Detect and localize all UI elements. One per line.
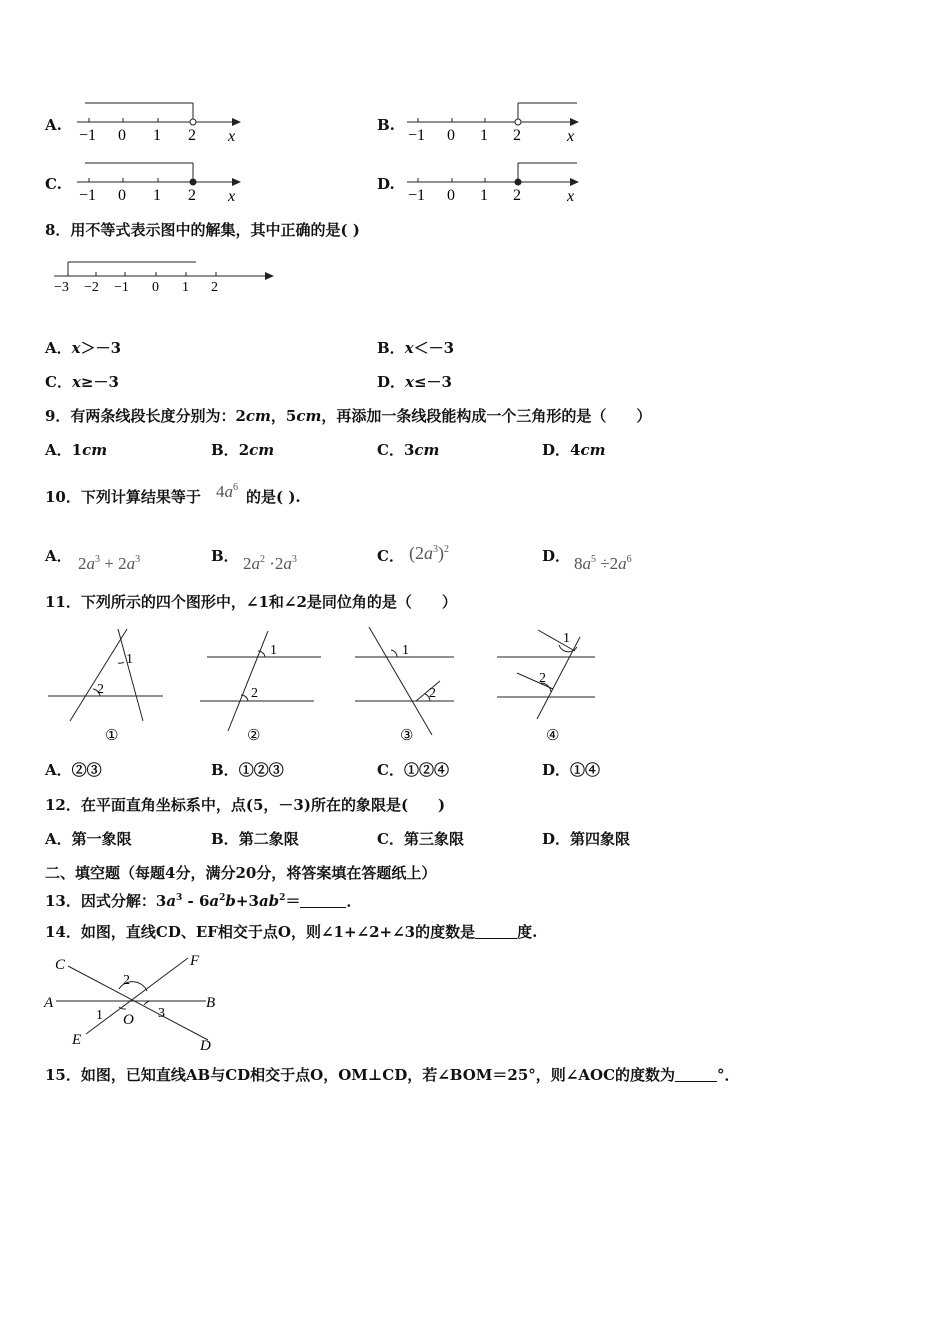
q8-option-c[interactable]: C．x≥－3 xyxy=(45,373,119,391)
q9-option-a[interactable]: A．1cm xyxy=(45,441,108,459)
tick-label: 2 xyxy=(188,187,196,204)
q12-option-c[interactable]: C．第三象限 xyxy=(377,830,464,848)
q9-stem: 9．有两条线段长度分别为：2cm，5cm，再添加一条线段能构成一个三角形的是（ ） xyxy=(45,407,652,425)
tick-label: 1 xyxy=(480,187,488,204)
angle-label: 1 xyxy=(126,652,133,667)
q14-figure xyxy=(40,952,230,1057)
axis-var: x xyxy=(228,188,236,205)
angle-label: 2 xyxy=(97,682,104,697)
angle-label: 1 xyxy=(96,1008,103,1023)
angle-label: 2 xyxy=(429,686,436,701)
point-label-o: O xyxy=(123,1012,134,1028)
figure-label: ③ xyxy=(400,728,414,744)
q10-option-b-expr[interactable]: $2a^2 \cdot 2a^3$ xyxy=(243,554,297,573)
point-label-a: A xyxy=(44,995,54,1011)
q8-number-line xyxy=(50,258,280,294)
axis-var: x xyxy=(567,188,575,205)
q11-figure-1 xyxy=(45,625,170,750)
angle-label: 1 xyxy=(563,631,570,646)
q9-option-d[interactable]: D．4cm xyxy=(542,441,606,459)
axis-var: x xyxy=(567,128,575,145)
figure-label: ④ xyxy=(546,728,560,744)
q9-option-c[interactable]: C．3cm xyxy=(377,441,440,459)
figure-label: ① xyxy=(105,728,119,744)
angle-label: 3 xyxy=(158,1006,165,1021)
axis-var: x xyxy=(228,128,236,145)
q7-number-line-a xyxy=(75,98,250,146)
q10-stem-b: 的是( ). xyxy=(246,488,301,506)
q15-answer-blank[interactable] xyxy=(675,1067,717,1082)
q7-number-line-d xyxy=(405,158,585,206)
q8-option-b[interactable]: B．x＜－3 xyxy=(377,339,455,357)
q10-option-b-letter: B． xyxy=(211,547,239,565)
q11-option-d[interactable]: D．①④ xyxy=(542,761,601,779)
q10-option-d-expr[interactable]: $8a^5 \div 2a^6$ xyxy=(574,554,632,573)
q11-stem: 11．下列所示的四个图形中，∠1和∠2是同位角的是（ ） xyxy=(45,593,457,611)
q10-option-a-expr[interactable]: $2a^3 + 2a^3$ xyxy=(78,554,141,573)
q7-option-b-letter: B. xyxy=(377,116,395,134)
angle-label: 2 xyxy=(539,671,546,686)
q10-option-c-letter: C． xyxy=(377,547,404,565)
tick-label: 1 xyxy=(153,187,161,204)
tick-label: 2 xyxy=(513,127,521,144)
q12-option-d[interactable]: D．第四象限 xyxy=(542,830,631,848)
q11-figure-2 xyxy=(198,625,323,750)
tick-label: 2 xyxy=(211,280,218,295)
point-label-f: F xyxy=(190,953,200,969)
figure-label: ② xyxy=(247,728,261,744)
q8-stem: 8．用不等式表示图中的解集，其中正确的是( ) xyxy=(45,221,360,239)
q8-option-d[interactable]: D．x≤－3 xyxy=(377,373,452,391)
q7-option-c-letter: C. xyxy=(45,175,62,193)
angle-label: 1 xyxy=(402,643,409,658)
tick-label: 1 xyxy=(182,280,189,295)
q11-figure-4 xyxy=(495,625,620,750)
q12-option-b[interactable]: B．第二象限 xyxy=(211,830,299,848)
q8-option-a[interactable]: A．x＞－3 xyxy=(45,339,122,357)
tick-label: 2 xyxy=(513,187,521,204)
q10-option-d-letter: D． xyxy=(542,547,571,565)
q15-stem: 15．如图，已知直线AB与CD相交于点O，OM⊥CD，若∠BOM＝25°，则∠AOC的度数为 °． xyxy=(45,1066,740,1084)
section-2-title: 二、填空题（每题4分，满分20分，将答案填在答题纸上） xyxy=(45,864,437,882)
q9-option-b[interactable]: B．2cm xyxy=(211,441,275,459)
tick-label: 0 xyxy=(152,280,159,295)
q14-stem: 14．如图，直线CD、EF相交于点O，则∠1+∠2+∠3的度数是 度. xyxy=(45,923,538,941)
angle-label: 2 xyxy=(251,686,258,701)
q11-figure-3 xyxy=(352,625,477,750)
q7-number-line-b xyxy=(405,98,585,146)
q11-option-a[interactable]: A．②③ xyxy=(45,761,102,779)
tick-label: 0 xyxy=(447,127,455,144)
tick-label: −1 xyxy=(79,127,97,144)
tick-label: 1 xyxy=(480,127,488,144)
tick-label: 1 xyxy=(153,127,161,144)
tick-label: −1 xyxy=(408,127,426,144)
tick-label: −3 xyxy=(54,280,69,295)
q12-stem: 12．在平面直角坐标系中，点(5，－3)所在的象限是( ) xyxy=(45,796,446,814)
q14-answer-blank[interactable] xyxy=(475,924,517,939)
q11-option-c[interactable]: C．①②④ xyxy=(377,761,449,779)
point-label-d: D xyxy=(200,1038,211,1054)
tick-label: 0 xyxy=(118,187,126,204)
point-label-b: B xyxy=(206,995,216,1011)
q7-option-d-letter: D. xyxy=(377,175,395,193)
tick-label: −1 xyxy=(114,280,129,295)
q10-option-c-expr[interactable]: $(2a^3)^2$ xyxy=(409,543,449,563)
q13-stem: 13．因式分解：$3a^3 - 6a^2b+3ab^2=$ ． xyxy=(45,892,362,910)
q7-option-a-letter: A. xyxy=(45,116,62,134)
tick-label: 0 xyxy=(118,127,126,144)
tick-label: −1 xyxy=(408,187,426,204)
tick-label: 2 xyxy=(188,127,196,144)
point-label-e: E xyxy=(72,1032,82,1048)
q12-option-a[interactable]: A．第一象限 xyxy=(45,830,132,848)
point-label-c: C xyxy=(55,957,66,973)
q10-stem-expr: $4a^6$ xyxy=(216,482,238,501)
q11-option-b[interactable]: B．①②③ xyxy=(211,761,284,779)
tick-label: −1 xyxy=(79,187,97,204)
tick-label: −2 xyxy=(84,280,99,295)
q7-number-line-c xyxy=(75,158,250,206)
q10-option-a-letter: A． xyxy=(45,547,72,565)
angle-label: 2 xyxy=(123,973,130,988)
tick-label: 0 xyxy=(447,187,455,204)
angle-label: 1 xyxy=(270,643,277,658)
q13-answer-blank[interactable] xyxy=(300,893,346,908)
q10-stem-a: 10．下列计算结果等于 xyxy=(45,488,201,506)
